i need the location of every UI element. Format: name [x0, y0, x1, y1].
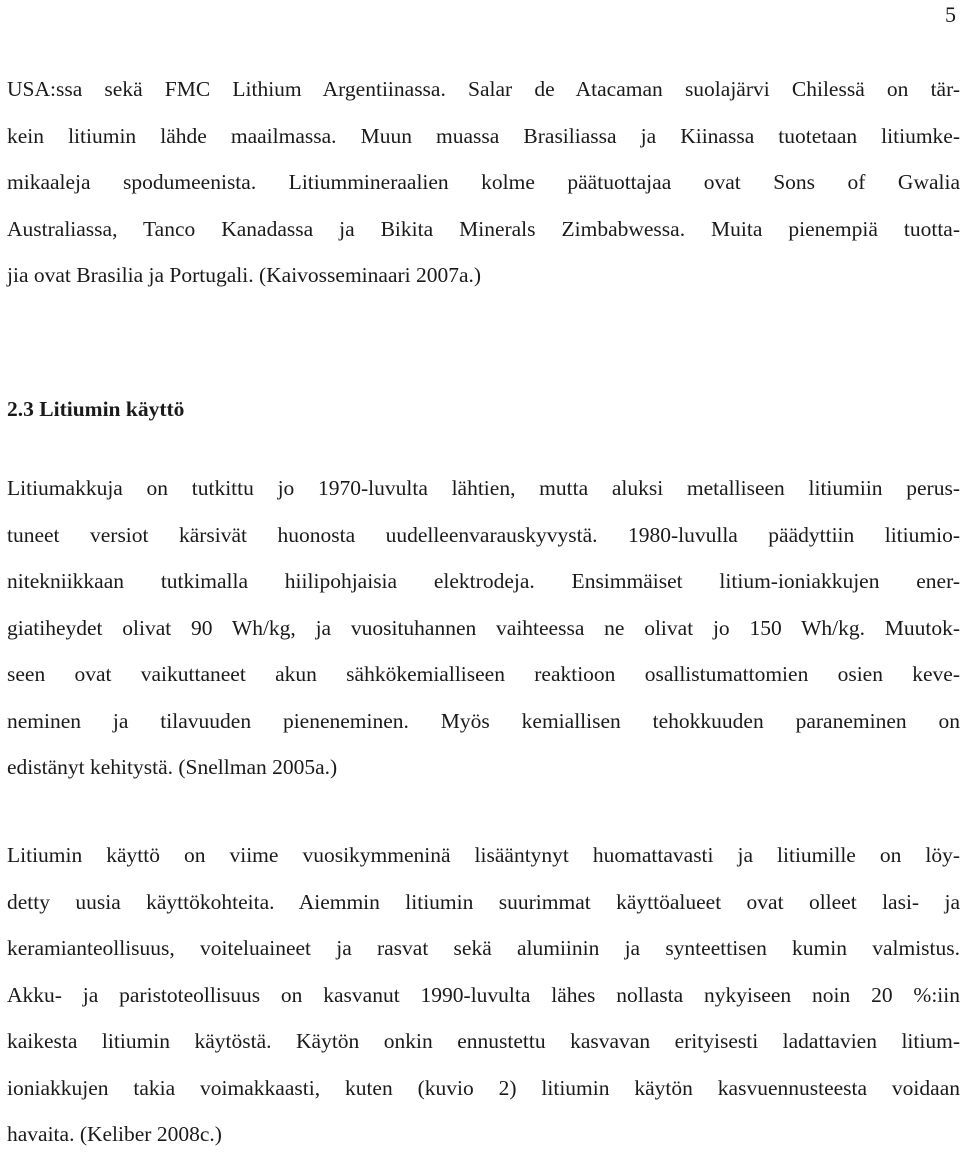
text-line: seen ovat vaikuttaneet akun sähkökemialliseen reaktioon osallistumattomien osien keve- — [7, 662, 960, 686]
page-number: 5 — [945, 2, 956, 27]
section-heading: 2.3 Litiumin käyttö — [7, 397, 185, 421]
paragraph-lithium-usage — [7, 832, 960, 1158]
text-line: tuneet versiot kärsivät huonosta uudelleenvarauskyvystä. 1980-luvulla päädyttiin litiumio- — [7, 522, 960, 547]
paragraph-lithium-sources — [7, 66, 960, 299]
text-line: keramianteollisuus, voiteluaineet ja rasvat sekä alumiinin ja synteettisen kumin valmistus. — [7, 936, 960, 960]
text-line: Litiumakkuja on tutkittu jo 1970-luvulta lähtien, mutta aluksi metalliseen litiumiin perus- — [7, 476, 960, 500]
text-line: giatiheydet olivat 90 Wh/kg, ja vuosituhannen vaihteessa ne olivat jo 150 Wh/kg. Muutok- — [7, 615, 960, 640]
text-line: kaikesta litiumin käytöstä. Käytön onkin ennustettu kasvavan erityisesti ladattavien litium- — [7, 1029, 960, 1053]
text-line: USA:ssa sekä FMC Lithium Argentiinassa. Salar de Atacaman suolajärvi Chilessä on tär- — [7, 77, 960, 101]
paragraph-battery-history — [7, 465, 960, 791]
text-line: mikaaleja spodumeenista. Litiummineraalien kolme päätuottajaa ovat Sons of Gwalia — [7, 170, 960, 194]
text-line: neminen ja tilavuuden pieneneminen. Myös kemiallisen tehokkuuden paraneminen on — [7, 708, 960, 733]
text-line: ioniakkujen takia voimakkaasti, kuten (kuvio 2) litiumin käytön kasvuennusteesta voidaan — [7, 1075, 960, 1100]
text-line: Australiassa, Tanco Kanadassa ja Bikita Minerals Zimbabwessa. Muita pienempiä tuotta- — [7, 216, 960, 241]
text-line: nitekniikkaan tutkimalla hiilipohjaisia elektrodeja. Ensimmäiset litium-ioniakkujen ener- — [7, 569, 960, 593]
text-line: edistänyt kehitystä. (Snellman 2005a.) — [7, 755, 338, 779]
text-line: kein litiumin lähde maailmassa. Muun muassa Brasiliassa ja Kiinassa tuotetaan litiumke- — [7, 123, 960, 148]
text-line: detty uusia käyttökohteita. Aiemmin litiumin suurimmat käyttöalueet ovat olleet lasi- ja — [7, 889, 960, 914]
text-line: Litiumin käyttö on viime vuosikymmeninä lisääntynyt huomattavasti ja litiumille on löy- — [7, 843, 960, 867]
text-line: Akku- ja paristoteollisuus on kasvanut 1990-luvulta lähes nollasta nykyiseen noin 20 %:iin — [7, 982, 960, 1007]
text-line: jia ovat Brasilia ja Portugali. (Kaivosseminaari 2007a.) — [7, 263, 482, 287]
text-line: havaita. (Keliber 2008c.) — [7, 1122, 222, 1146]
